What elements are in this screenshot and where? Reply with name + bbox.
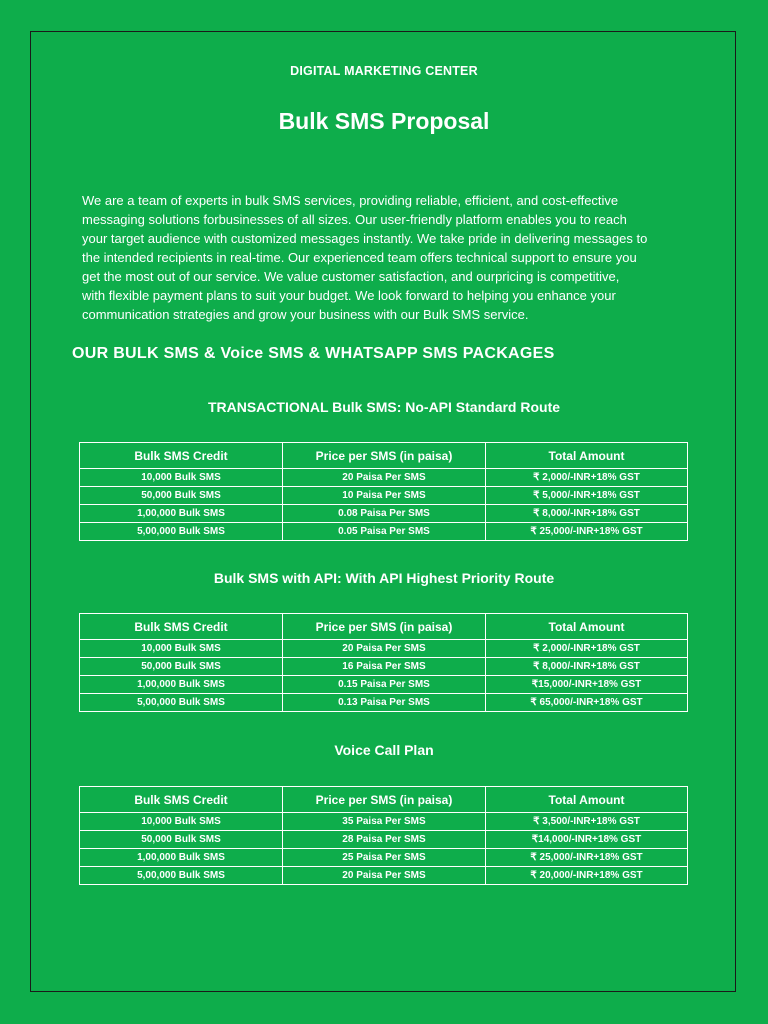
table-row <box>80 487 688 505</box>
column-header: Price per SMS (in paisa) <box>283 614 486 640</box>
table-row <box>80 676 688 694</box>
table-cell: ₹15,000/-INR+18% GST <box>486 676 688 694</box>
table-cell: 10,000 Bulk SMS <box>80 640 283 658</box>
packages-heading: OUR BULK SMS & Voice SMS & WHATSAPP SMS PACKAGES <box>72 345 555 362</box>
table-cell: 20 Paisa Per SMS <box>283 867 486 885</box>
table-cell: 5,00,000 Bulk SMS <box>80 694 283 712</box>
table-cell: 16 Paisa Per SMS <box>283 658 486 676</box>
table-row <box>80 505 688 523</box>
table-cell: 1,00,000 Bulk SMS <box>80 505 283 523</box>
table-cell: 0.08 Paisa Per SMS <box>283 505 486 523</box>
column-header: Total Amount <box>486 443 688 469</box>
column-header: Bulk SMS Credit <box>80 614 283 640</box>
table-cell: 28 Paisa Per SMS <box>283 831 486 849</box>
table-cell: 1,00,000 Bulk SMS <box>80 849 283 867</box>
table-cell: 25 Paisa Per SMS <box>283 849 486 867</box>
table-cell: ₹ 5,000/-INR+18% GST <box>486 487 688 505</box>
table-cell: 20 Paisa Per SMS <box>283 469 486 487</box>
intro-line: communication strategies and grow your business with our Bulk SMS service. <box>82 307 529 322</box>
table-cell: ₹ 8,000/-INR+18% GST <box>486 658 688 676</box>
table-row <box>80 694 688 712</box>
table-cell: 1,00,000 Bulk SMS <box>80 676 283 694</box>
table-header-row <box>80 443 688 469</box>
table-cell: 35 Paisa Per SMS <box>283 813 486 831</box>
table-row <box>80 640 688 658</box>
table-cell: ₹ 8,000/-INR+18% GST <box>486 505 688 523</box>
table-cell: 50,000 Bulk SMS <box>80 658 283 676</box>
intro-line: the intended recipients in real-time. Our experienced team offers technical support to ensure you <box>82 250 637 265</box>
table-header-row <box>80 787 688 813</box>
price-table-api <box>79 613 688 712</box>
table-row <box>80 867 688 885</box>
table-row <box>80 849 688 867</box>
table-cell: 10,000 Bulk SMS <box>80 469 283 487</box>
table-cell: 0.05 Paisa Per SMS <box>283 523 486 541</box>
price-table-transactional <box>79 442 688 541</box>
column-header: Bulk SMS Credit <box>80 787 283 813</box>
table-cell: ₹ 25,000/-INR+18% GST <box>486 849 688 867</box>
table-cell: ₹ 20,000/-INR+18% GST <box>486 867 688 885</box>
table-cell: ₹ 2,000/-INR+18% GST <box>486 640 688 658</box>
table-cell: 50,000 Bulk SMS <box>80 831 283 849</box>
section-title-api: Bulk SMS with API: With API Highest Priority Route <box>213 570 555 586</box>
table-row <box>80 831 688 849</box>
table-cell: ₹14,000/-INR+18% GST <box>486 831 688 849</box>
intro-paragraph <box>82 191 692 324</box>
table-row <box>80 469 688 487</box>
intro-line: with flexible payment plans to suit your budget. We look forward to helping you enhance your <box>82 288 616 303</box>
column-header: Bulk SMS Credit <box>80 443 283 469</box>
intro-line: your target audience with customized messages instantly. We take pride in delivering messages to <box>82 231 648 246</box>
table-cell: 10,000 Bulk SMS <box>80 813 283 831</box>
table-cell: 10 Paisa Per SMS <box>283 487 486 505</box>
table-cell: 5,00,000 Bulk SMS <box>80 523 283 541</box>
table-cell: ₹ 2,000/-INR+18% GST <box>486 469 688 487</box>
page-title: Bulk SMS Proposal <box>278 108 490 134</box>
intro-line: get the most out of our service. We value customer satisfaction, and ourpricing is competitive, <box>82 269 620 284</box>
organization-name: DIGITAL MARKETING CENTER <box>290 64 478 78</box>
table-cell: 20 Paisa Per SMS <box>283 640 486 658</box>
table-cell: 0.13 Paisa Per SMS <box>283 694 486 712</box>
section-title-transactional: TRANSACTIONAL Bulk SMS: No-API Standard Route <box>207 399 561 415</box>
price-table-voice <box>79 786 688 885</box>
table-cell: 5,00,000 Bulk SMS <box>80 867 283 885</box>
section-title-voice: Voice Call Plan <box>334 742 434 758</box>
intro-line: We are a team of experts in bulk SMS services, providing reliable, efficient, and cost-effective <box>82 193 619 208</box>
table-row <box>80 658 688 676</box>
column-header: Total Amount <box>486 787 688 813</box>
table-cell: 0.15 Paisa Per SMS <box>283 676 486 694</box>
table-cell: ₹ 65,000/-INR+18% GST <box>486 694 688 712</box>
table-row <box>80 523 688 541</box>
table-cell: 50,000 Bulk SMS <box>80 487 283 505</box>
table-row <box>80 813 688 831</box>
table-cell: ₹ 3,500/-INR+18% GST <box>486 813 688 831</box>
intro-line: messaging solutions forbusinesses of all sizes. Our user-friendly platform enables you to reach <box>82 212 627 227</box>
column-header: Price per SMS (in paisa) <box>283 443 486 469</box>
table-header-row <box>80 614 688 640</box>
table-cell: ₹ 25,000/-INR+18% GST <box>486 523 688 541</box>
column-header: Total Amount <box>486 614 688 640</box>
column-header: Price per SMS (in paisa) <box>283 787 486 813</box>
